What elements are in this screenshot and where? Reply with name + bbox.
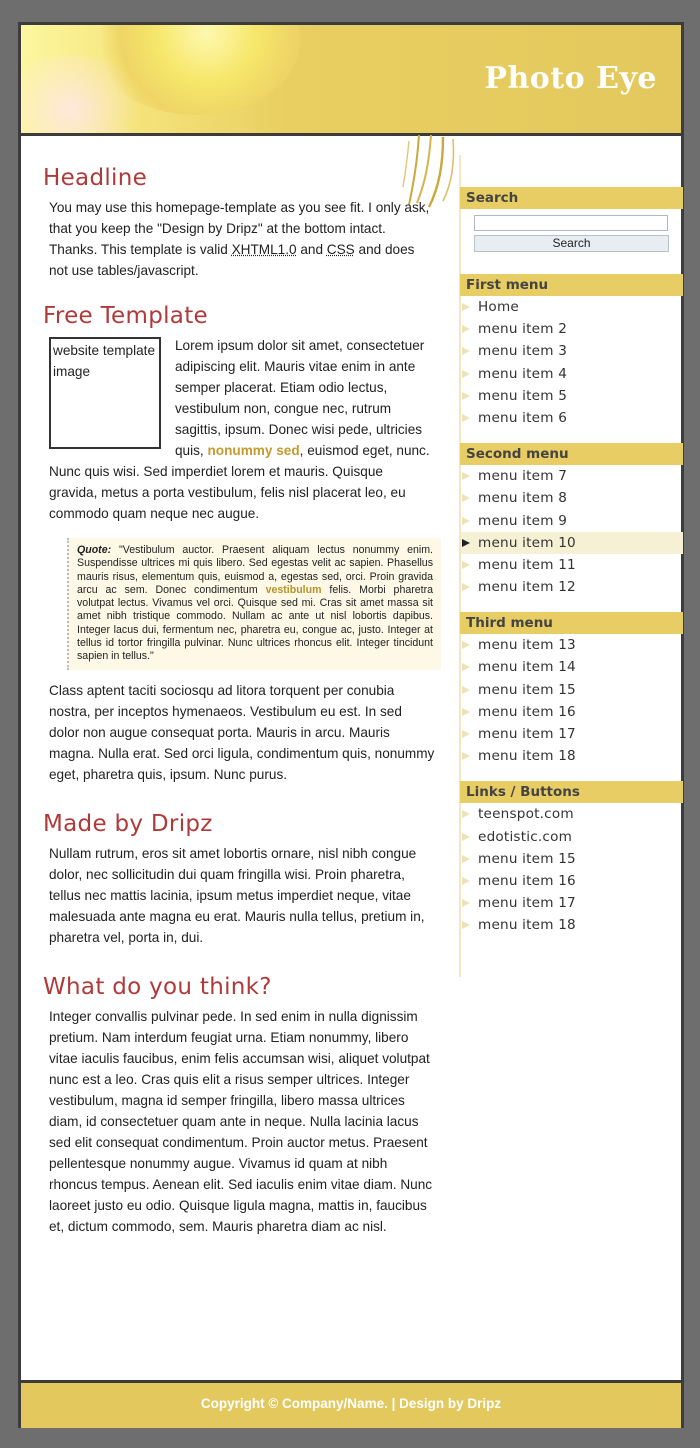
what-think-paragraph: Integer convallis pulvinar pede. In sed enim in nulla dignissim pretium. Nam interdum feugiat urna. Etiam nonummy, libero vitae iaculis faucibus, enim felis accumsan wisi, aliquet volutpat nunc est a leo. Cras quis elit a risus semper ultrices. Integer vestibulum, magna id semper fringilla, libero massa ultrices diam, id consectetuer quam ante in neque. Nulla lacinia lacus sed elit consequat condimentum. Proin auctor metus. Praesent pellentesque nonummy augue. Vivamus id quam at nibh rhoncus tempus. Aenean elit. Sed iaculis enim vitae diam. Nunc laoreet justo eu odio. Quisque ligula magna, mattis in, faucibus et, dictum commodo, sem. Mauris pharetra diam ac nisl. — [49, 1008, 433, 1234]
link-item-label: menu item 18 — [478, 917, 576, 934]
arrow-icon — [462, 921, 470, 929]
template-image-placeholder: website template image — [49, 337, 161, 449]
menu-item-label: menu item 10 — [478, 534, 576, 551]
arrow-icon — [462, 517, 470, 525]
menu-item-label: menu item 16 — [478, 703, 576, 720]
arrow-icon — [462, 641, 470, 649]
arrow-icon — [462, 899, 470, 907]
blockquote — [67, 538, 441, 670]
headline-text: You may use this homepage-template as you see fit. I only ask, that you keep the "Design by Dripz" at the bottom intact. Thanks. This template is valid — [49, 200, 430, 257]
menu-item-label: menu item 14 — [478, 659, 576, 676]
after-quote-paragraph: Class aptent taciti sociosqu ad litora torquent per conubia nostra, per inceptos hymenaeos. Vestibulum eu est. In sed dolor non augue consequat porta. Mauris in arcu. Mauris magna. Nulla erat. Sed orci ligula, condimentum quis, nonummy eget, pharetra quis, ipsum. Nunc purus. — [49, 682, 435, 782]
menu-item-label: menu item 9 — [478, 512, 568, 529]
arrow-icon — [462, 325, 470, 333]
arrow-icon — [462, 370, 470, 378]
xhtml-link[interactable]: XHTML1.0 — [231, 242, 297, 257]
arrow-icon — [462, 810, 470, 818]
menu-item-label: Home — [478, 299, 519, 315]
arrow-icon — [462, 730, 470, 738]
search-button[interactable]: Search — [474, 235, 669, 252]
link-item-label: edotistic.com — [478, 828, 573, 845]
menu-item[interactable] — [461, 723, 683, 745]
footer-copyright[interactable]: Copyright © Company/Name. | Design by Dripz — [200, 1396, 502, 1411]
menu-item[interactable] — [461, 679, 683, 701]
menu-item-active[interactable] — [461, 532, 683, 554]
arrow-icon — [462, 494, 470, 502]
arrow-icon — [462, 708, 470, 716]
menu-item[interactable] — [461, 296, 683, 318]
second-menu-heading: Second menu — [460, 443, 683, 465]
menu-item[interactable] — [461, 340, 683, 362]
link-item-label: menu item 15 — [478, 850, 576, 867]
arrow-icon — [462, 877, 470, 885]
menu-item-label: menu item 2 — [478, 321, 568, 338]
link-item[interactable] — [461, 848, 683, 870]
sidebar — [459, 155, 683, 977]
arrow-icon — [462, 663, 470, 671]
headline-and: and — [296, 242, 327, 257]
menu-item-label: menu item 17 — [478, 726, 576, 742]
arrow-icon — [462, 583, 470, 591]
main-content — [43, 165, 435, 1237]
third-menu-heading: Third menu — [460, 612, 683, 634]
menu-item[interactable] — [461, 634, 683, 656]
headline-paragraph — [49, 197, 435, 281]
menu-item-label: menu item 5 — [478, 387, 568, 404]
menu-item-label: menu item 15 — [478, 681, 576, 698]
link-item-label: teenspot.com — [478, 806, 574, 823]
arrow-icon — [462, 752, 470, 760]
headline-heading: Headline — [43, 165, 148, 191]
menu-item[interactable] — [461, 656, 683, 678]
arrow-icon — [462, 855, 470, 863]
arrow-icon — [462, 347, 470, 355]
menu-item-label: menu item 7 — [478, 468, 568, 485]
arrow-icon — [462, 303, 470, 311]
arrow-icon — [462, 392, 470, 400]
link-item[interactable] — [461, 892, 683, 914]
free-template-text-end: , euismod eget, nunc. Nunc quis wisi. Sed imperdiet lorem et mauris. Quisque gravida, metus a porta vestibulum, felis nisl placerat leo, eu commodo quam neque nec augue. — [49, 443, 430, 521]
arrow-icon — [462, 539, 470, 547]
menu-item-label: menu item 18 — [478, 748, 576, 765]
site-title[interactable]: Photo Eye — [484, 61, 657, 96]
third-menu-list — [461, 634, 683, 767]
header-banner — [21, 25, 681, 136]
menu-item[interactable] — [461, 510, 683, 532]
made-by-paragraph: Nullam rutrum, eros sit amet lobortis ornare, nisl nibh congue dolor, nec sollicitudin dui quam fringilla wisi. Proin pharetra, tellus nec mattis lacinia, ipsum metus imperdiet neque, vitae malesuada ante magna eu erat. Mauris nulla tellus, pretium in, pharetra vel, porta in, dui. — [49, 845, 425, 945]
first-menu-list — [461, 296, 683, 429]
quote-text: "Vestibulum auctor. Praesent aliquam lectus nonummy enim. Suspendisse ultrices mi quis libero. Sed egestas velit ac sapien. Phasellus mauris risus, elementum quis, euismod a, egestas sed, orci. Proin gravida arcu ac sem. Donec condimentum — [77, 544, 433, 596]
menu-item[interactable] — [461, 318, 683, 340]
menu-item-label: menu item 13 — [478, 637, 576, 654]
arrow-icon — [462, 686, 470, 694]
arrow-icon — [462, 561, 470, 569]
second-menu-list — [461, 465, 683, 598]
menu-item[interactable] — [461, 465, 683, 487]
made-by-heading: Made by Dripz — [43, 810, 213, 837]
arrow-icon — [462, 414, 470, 422]
menu-item[interactable] — [461, 745, 683, 767]
menu-item[interactable] — [461, 385, 683, 407]
menu-item-label: menu item 8 — [478, 490, 568, 507]
page-container — [18, 22, 684, 1428]
menu-item-label: menu item 6 — [478, 409, 568, 426]
menu-item-label: menu item 11 — [478, 556, 576, 573]
arrow-icon — [462, 833, 470, 841]
menu-item-label: menu item 3 — [478, 343, 568, 360]
menu-item[interactable] — [461, 487, 683, 509]
free-template-paragraph — [49, 335, 435, 524]
search-input[interactable] — [474, 215, 668, 231]
menu-item[interactable] — [461, 554, 683, 576]
first-menu-heading: First menu — [460, 274, 683, 296]
headline-text-end: and does not use tables/javascript. — [49, 242, 415, 278]
menu-item[interactable] — [461, 701, 683, 723]
menu-item-label: menu item 4 — [478, 365, 568, 382]
quote-text-end: felis. Morbi pharetra volutpat lectus. Vivamus vel orci. Quisque sed mi. Cras sit amet massa sit amet nibh tristique commodo. Nullam ac ante ut nisl lobortis dapibus. Integer lacus dui, fermentum nec, pharetra eu, congue ac, justo. Integer at tellus id tortor fringilla pulvinar. Nunc ultrices rhoncus elit. Integer tincidunt sapien in tellus." — [77, 583, 434, 663]
free-template-heading: Free Template — [43, 303, 208, 329]
link-item[interactable] — [461, 870, 683, 892]
arrow-icon — [462, 472, 470, 480]
quote-highlight-link[interactable]: vestibulum — [265, 583, 322, 596]
search-heading: Search — [460, 187, 683, 209]
footer — [21, 1380, 681, 1428]
menu-item[interactable] — [461, 576, 683, 598]
highlight-link[interactable]: nonummy sed — [207, 443, 300, 458]
link-item[interactable] — [461, 803, 683, 825]
link-item-label: menu item 17 — [478, 895, 576, 912]
what-think-heading: What do you think? — [43, 973, 272, 1000]
free-template-text: Lorem ipsum dolor sit amet, consectetuer adipiscing elit. Mauris vitae enim in ante semper placerat. Etiam odio lectus, vestibulum non, congue nec, rutrum sagittis, ipsum. Donec wisi pede, ultricies quis, — [175, 338, 425, 458]
link-item[interactable] — [461, 914, 683, 936]
link-item-label: menu item 16 — [478, 872, 576, 889]
menu-item[interactable] — [461, 407, 683, 429]
menu-item-label: menu item 12 — [478, 579, 576, 596]
link-item[interactable] — [461, 826, 683, 848]
links-list — [461, 803, 683, 936]
quote-label: Quote: — [77, 544, 112, 556]
menu-item[interactable] — [461, 363, 683, 385]
css-link[interactable]: CSS — [326, 242, 355, 257]
links-heading: Links / Buttons — [460, 781, 683, 803]
